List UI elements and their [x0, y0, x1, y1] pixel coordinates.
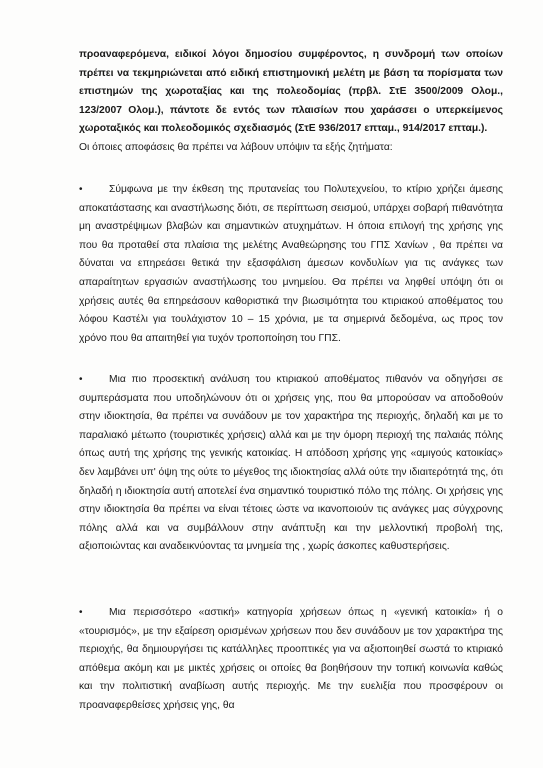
continued-paragraph: προαναφερόμενα, ειδικοί λόγοι δημοσίου συμφέροντος, η συνδρομή των οποίων πρέπει να τεκμηριώνεται από ειδική επιστημονική μελέτη με βάση τα πορίσματα των επιστημών της χωροταξίας και της πολεοδομίας (πρβλ. ΣτΕ 3500/2009 Ολομ., 123/2007 Ολομ.), πάντοτε δε εντός των πλαισίων που χαράσσει ο υπερκείμενος χωροταξικός και πολεοδομικός σχεδιασμός (ΣτΕ 936/2017 επταμ., 914/2017 επταμ.). — [79, 49, 503, 135]
bullet-icon: • — [79, 374, 83, 385]
bullet-icon: • — [79, 184, 83, 195]
bullet-item-1 — [79, 181, 503, 348]
bullet-item-1-text: Σύμφωνα με την έκθεση της πρυτανείας του Πολυτεχνείου, το κτίριο χρήζει άμεσης αποκατάστασης και αναστήλωσης διότι, σε περίπτωση σεισμού, υπάρχει σοβαρή πιθανότητα μη αναστρέψιμων βλαβών και σημαντικών ατυχημάτων. Η όποια επιλογή της χρήσης γης που θα προταθεί στα πλαίσια της μελέτης Αναθεώρησης του ΓΠΣ Χανίων , θα πρέπει να δύναται να επηρεάσει θετικά την εξασφάλιση άμεσων κονδυλίων για τις ανάγκες των απαραίτητων εργασιών αναστήλωσης του μνημείου. Θα πρέπει να ληφθεί υπόψη ότι οι χρήσεις αυτές θα επηρεάσουν καθοριστικά την βιωσιμότητα του κτιριακού αποθέματος του λόφου Καστέλι για τουλάχιστον 10 – 15 χρόνια, με τα σημερινά δεδομένα, ως προς τον χρόνο που θα απαιτηθεί για τυχόν τροποποίηση του ΓΠΣ. — [79, 184, 503, 344]
bullet-item-3-text: Μια περισσότερο «αστική» κατηγορία χρήσεων όπως η «γενική κατοικία» ή ο «τουρισμός», με την εξαίρεση ορισμένων χρήσεων που δεν συνάδουν με τον χαρακτήρα της περιοχής, θα δημιουργήσει τις κατάλληλες προοπτικές για να αξιοποιηθεί σωστά το κτιριακό απόθεμα ακόμη και με μικτές χρήσεις οι οποίες θα βοηθήσουν την τοπική κοινωνία καθώς και την πολιτιστική αναβίωση αυτής περιοχής. Με την ευελιξία που προσφέρουν οι προαναφερθείσες χρήσεις γης, θα — [79, 607, 503, 711]
bullet-item-3 — [79, 604, 503, 716]
bullet-item-2-text: Μια πιο προσεκτική ανάλυση του κτιριακού αποθέματος πιθανόν να οδηγήσει σε συμπεράσματα που υποδηλώνουν ότι οι χρήσεις γης, που θα μπορούσαν να αποδοθούν στην ιδιοκτησία, θα πρέπει να συνάδουν με τον χαρακτήρα της περιοχής, δηλαδή και με το παραλιακό μέτωπο (τουριστικές χρήσεις) αλλά και με την όμορη περιοχή της παλαιάς πόλης όπως αυτή της χρήσης της γενικής κατοικίας. Η απόδοση χρήσης γης «αμιγούς κατοικίας» δεν λαμβάνει υπ' όψη της ούτε το μέγεθος της ιδιοκτησίας αλλά ούτε την ιδιαιτερότητά της, ότι δηλαδή η ιδιοκτησία αυτή αποτελεί ένα σημαντικό τουριστικό πόλο της πόλης. Οι χρήσεις γης στην ιδιοκτησία θα πρέπει να είναι τέτοιες ώστε να ικανοποιούν τις ανάγκες μας σύγχρονης πόλης αλλά και να συμβάλλουν στην ανάπτυξη και την μελλοντική προβολή της, αξιοποιώντας και αναδεικνύοντας τα μνημεία της , χωρίς άσκοπες καθυστερήσεις. — [79, 374, 503, 553]
bullet-item-2 — [79, 371, 503, 557]
intro-line: Οι όποιες αποφάσεις θα πρέπει να λάβουν υπόψιν τα εξής ζητήματα: — [79, 142, 393, 153]
bullet-icon: • — [79, 607, 83, 618]
